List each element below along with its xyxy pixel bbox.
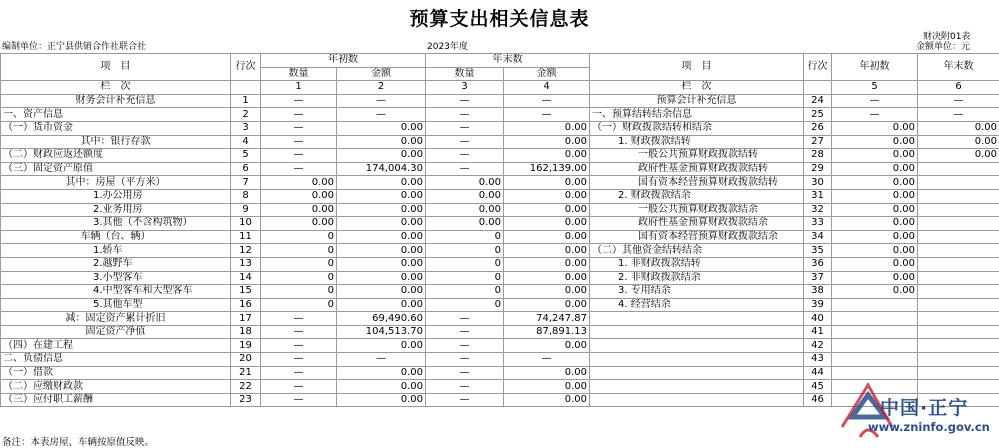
- begin-quantity: —: [261, 339, 337, 353]
- begin-amount: 0.00: [337, 285, 426, 299]
- left-item-name: 固定资产净值: [1, 325, 231, 339]
- begin-amount: 0.00: [337, 298, 426, 312]
- end-amount: 162,139.00: [504, 162, 590, 176]
- begin-quantity: —: [261, 162, 337, 176]
- budget-end-amount: [918, 203, 999, 217]
- budget-begin-amount: [832, 339, 918, 353]
- right-row-number: 45: [804, 380, 832, 394]
- budget-begin-amount: [832, 325, 918, 339]
- col-index-5: 5: [832, 81, 918, 95]
- right-row-number: 34: [804, 230, 832, 244]
- header-end: 年末数: [426, 54, 590, 68]
- table-row: [1, 135, 999, 149]
- header-seq-right: 行次: [804, 54, 832, 81]
- begin-amount: —: [337, 108, 426, 122]
- table-row: [1, 94, 999, 108]
- begin-amount: 104,513.70: [337, 325, 426, 339]
- table-row: [1, 257, 999, 271]
- begin-amount: 0.00: [337, 203, 426, 217]
- end-quantity: 0: [426, 257, 504, 271]
- right-row-number: 32: [804, 203, 832, 217]
- budget-end-amount: [918, 230, 999, 244]
- end-quantity: 0.00: [426, 203, 504, 217]
- budget-begin-amount: [832, 298, 918, 312]
- end-amount: 0.00: [504, 135, 590, 149]
- left-row-number: 6: [231, 162, 261, 176]
- left-row-number: 12: [231, 244, 261, 258]
- header-begin: 年初数: [261, 54, 426, 68]
- budget-begin-amount: 0.00: [832, 271, 918, 285]
- end-amount: 0.00: [504, 217, 590, 231]
- form-number: 财决附01表: [923, 32, 970, 43]
- left-row-number: 18: [231, 325, 261, 339]
- budget-end-amount: 0.00: [918, 149, 999, 163]
- begin-quantity: —: [261, 135, 337, 149]
- header-seq: 行次: [231, 54, 261, 81]
- begin-quantity: 0: [261, 230, 337, 244]
- header-begin-right: 年初数: [832, 54, 918, 81]
- begin-quantity: —: [261, 380, 337, 394]
- right-row-number: 39: [804, 298, 832, 312]
- table-row: [1, 298, 999, 312]
- table-row: [1, 325, 999, 339]
- begin-amount: —: [337, 94, 426, 108]
- budget-end-amount: [918, 189, 999, 203]
- right-item-name: 国有资本经营预算财政拨款结转: [590, 176, 804, 190]
- begin-amount: 0.00: [337, 176, 426, 190]
- end-amount: 0.00: [504, 149, 590, 163]
- right-row-number: 46: [804, 393, 832, 407]
- budget-begin-amount: 0.00: [832, 244, 918, 258]
- left-row-number: 20: [231, 353, 261, 367]
- end-amount: 0.00: [504, 257, 590, 271]
- col-index-1: 1: [261, 81, 337, 95]
- budget-begin-amount: 0.00: [832, 285, 918, 299]
- column-index-row: [1, 81, 999, 95]
- table-row: [1, 271, 999, 285]
- end-amount: 0.00: [504, 189, 590, 203]
- end-amount: —: [504, 108, 590, 122]
- right-row-number: 28: [804, 149, 832, 163]
- budget-end-amount: [918, 162, 999, 176]
- end-quantity: —: [426, 94, 504, 108]
- left-row-number: 15: [231, 285, 261, 299]
- left-item-name: （四）在建工程: [1, 339, 231, 353]
- end-quantity: —: [426, 353, 504, 367]
- left-row-number: 10: [231, 217, 261, 231]
- table-row: [1, 176, 999, 190]
- right-item-name: [590, 312, 804, 326]
- begin-amount: 0.00: [337, 257, 426, 271]
- left-item-name: 4.中型客车和大型客车: [1, 285, 231, 299]
- end-quantity: 0: [426, 230, 504, 244]
- left-row-number: 19: [231, 339, 261, 353]
- begin-quantity: —: [261, 312, 337, 326]
- end-quantity: 0.00: [426, 189, 504, 203]
- budget-end-amount: [918, 257, 999, 271]
- budget-end-amount: [918, 298, 999, 312]
- budget-end-amount: 0.00: [918, 135, 999, 149]
- right-row-number: 42: [804, 339, 832, 353]
- begin-quantity: —: [261, 393, 337, 407]
- right-row-number: 31: [804, 189, 832, 203]
- right-row-number: 27: [804, 135, 832, 149]
- budget-begin-amount: 0.00: [832, 189, 918, 203]
- left-row-number: 9: [231, 203, 261, 217]
- right-row-number: 26: [804, 121, 832, 135]
- left-item-name: 财务会计补充信息: [1, 94, 231, 108]
- begin-quantity: 0: [261, 298, 337, 312]
- budget-begin-amount: 0.00: [832, 162, 918, 176]
- begin-amount: 0.00: [337, 393, 426, 407]
- table-row: [1, 189, 999, 203]
- right-row-number: 44: [804, 366, 832, 380]
- budget-end-amount: —: [918, 108, 999, 122]
- header-begin-amt: 金额: [337, 67, 426, 81]
- end-amount: 0.00: [504, 176, 590, 190]
- left-item-name: 车辆（台、辆）: [1, 230, 231, 244]
- table-row: [1, 244, 999, 258]
- table-row: [1, 339, 999, 353]
- begin-quantity: 0: [261, 271, 337, 285]
- begin-quantity: —: [261, 325, 337, 339]
- left-item-name: （一）货币资金: [1, 121, 231, 135]
- left-item-name: （二）应缴财政款: [1, 380, 231, 394]
- left-item-name: 其中：银行存款: [1, 135, 231, 149]
- right-item-name: [590, 339, 804, 353]
- end-amount: 0.00: [504, 298, 590, 312]
- right-item-name: （二）其他资金结转结余: [590, 244, 804, 258]
- left-item-name: 二、负债信息: [1, 353, 231, 367]
- lanci-label-right: 栏 次: [590, 81, 804, 95]
- report-year: 2023年度: [427, 42, 468, 53]
- begin-quantity: —: [261, 108, 337, 122]
- budget-end-amount: [918, 312, 999, 326]
- col-index-3: 3: [426, 81, 504, 95]
- table-row: [1, 121, 999, 135]
- left-item-name: 5.其他车型: [1, 298, 231, 312]
- begin-amount: 0.00: [337, 230, 426, 244]
- begin-amount: 0.00: [337, 366, 426, 380]
- budget-begin-amount: —: [832, 108, 918, 122]
- left-item-name: （三）应付职工薪酬: [1, 393, 231, 407]
- right-item-name: 一般公共预算财政拨款结转: [590, 149, 804, 163]
- table-row: [1, 285, 999, 299]
- left-row-number: 17: [231, 312, 261, 326]
- left-item-name: （二）财政应返还额度: [1, 149, 231, 163]
- budget-end-amount: [918, 285, 999, 299]
- left-row-number: 5: [231, 149, 261, 163]
- budget-end-amount: [918, 339, 999, 353]
- header-begin-qty: 数量: [261, 67, 337, 81]
- budget-end-amount: —: [918, 94, 999, 108]
- left-row-number: 3: [231, 121, 261, 135]
- right-item-name: 2. 非财政拨款结余: [590, 271, 804, 285]
- right-item-name: 4. 经营结余: [590, 298, 804, 312]
- budget-begin-amount: 0.00: [832, 121, 918, 135]
- end-amount: 0.00: [504, 203, 590, 217]
- begin-quantity: 0.00: [261, 203, 337, 217]
- lanci-seq-right: [804, 81, 832, 95]
- begin-amount: 0.00: [337, 380, 426, 394]
- right-item-name: 国有资本经营预算财政拨款结余: [590, 230, 804, 244]
- right-item-name: [590, 380, 804, 394]
- end-amount: 0.00: [504, 230, 590, 244]
- end-amount: 0.00: [504, 339, 590, 353]
- report-title: 预算支出相关信息表: [0, 4, 999, 34]
- right-item-name: 3. 专用结余: [590, 285, 804, 299]
- budget-end-amount: 0.00: [918, 121, 999, 135]
- right-row-number: 29: [804, 162, 832, 176]
- begin-quantity: 0.00: [261, 189, 337, 203]
- begin-amount: 0.00: [337, 271, 426, 285]
- header-end-qty: 数量: [426, 67, 504, 81]
- end-quantity: —: [426, 325, 504, 339]
- end-amount: 74,247.87: [504, 312, 590, 326]
- end-quantity: 0.00: [426, 176, 504, 190]
- end-amount: —: [504, 353, 590, 367]
- col-index-4: 4: [504, 81, 590, 95]
- end-quantity: —: [426, 380, 504, 394]
- header-end-right: 年末数: [918, 54, 999, 81]
- left-row-number: 2: [231, 108, 261, 122]
- table-row: [1, 230, 999, 244]
- left-item-name: 3.小型客车: [1, 271, 231, 285]
- end-amount: —: [504, 94, 590, 108]
- end-quantity: —: [426, 312, 504, 326]
- table-row: [1, 162, 999, 176]
- left-row-number: 14: [231, 271, 261, 285]
- right-item-name: 1. 非财政拨款结转: [590, 257, 804, 271]
- begin-quantity: —: [261, 121, 337, 135]
- begin-amount: 0.00: [337, 244, 426, 258]
- right-item-name: 政府性基金预算财政拨款结余: [590, 217, 804, 231]
- budget-begin-amount: 0.00: [832, 149, 918, 163]
- left-row-number: 22: [231, 380, 261, 394]
- right-item-name: 1. 财政拨款结转: [590, 135, 804, 149]
- begin-quantity: —: [261, 366, 337, 380]
- end-amount: 0.00: [504, 380, 590, 394]
- end-amount: 0.00: [504, 244, 590, 258]
- begin-quantity: —: [261, 353, 337, 367]
- budget-begin-amount: 0.00: [832, 203, 918, 217]
- left-row-number: 16: [231, 298, 261, 312]
- end-quantity: 0.00: [426, 217, 504, 231]
- end-amount: 0.00: [504, 366, 590, 380]
- budget-begin-amount: 0.00: [832, 230, 918, 244]
- watermark-url: www.zninfo.gov.cn: [868, 420, 990, 434]
- end-quantity: —: [426, 162, 504, 176]
- budget-begin-amount: —: [832, 94, 918, 108]
- left-row-number: 23: [231, 393, 261, 407]
- left-item-name: 2.越野车: [1, 257, 231, 271]
- right-row-number: 38: [804, 285, 832, 299]
- end-quantity: —: [426, 108, 504, 122]
- header-end-amt: 金额: [504, 67, 590, 81]
- end-quantity: 0: [426, 298, 504, 312]
- left-item-name: 1.轿车: [1, 244, 231, 258]
- left-item-name: 减：固定资产累计折旧: [1, 312, 231, 326]
- begin-amount: 174,004.30: [337, 162, 426, 176]
- right-item-name: [590, 325, 804, 339]
- end-amount: 0.00: [504, 285, 590, 299]
- watermark-name: 中国·正宁: [880, 393, 968, 420]
- lanci-seq: [231, 81, 261, 95]
- right-row-number: 40: [804, 312, 832, 326]
- end-quantity: —: [426, 135, 504, 149]
- end-quantity: 0: [426, 244, 504, 258]
- lanci-label: 栏 次: [1, 81, 231, 95]
- right-row-number: 35: [804, 244, 832, 258]
- begin-amount: 0.00: [337, 217, 426, 231]
- left-row-number: 4: [231, 135, 261, 149]
- end-amount: 87,891.13: [504, 325, 590, 339]
- currency-unit: 金额单位：元: [916, 42, 970, 53]
- table-row: [1, 108, 999, 122]
- begin-quantity: 0.00: [261, 217, 337, 231]
- left-item-name: （一）借款: [1, 366, 231, 380]
- budget-end-amount: [918, 244, 999, 258]
- end-quantity: —: [426, 121, 504, 135]
- left-row-number: 7: [231, 176, 261, 190]
- end-amount: 0.00: [504, 271, 590, 285]
- end-quantity: —: [426, 393, 504, 407]
- end-quantity: —: [426, 366, 504, 380]
- right-item-name: 一、预算结转结余信息: [590, 108, 804, 122]
- left-item-name: 其中：房屋（平方米）: [1, 176, 231, 190]
- begin-quantity: 0: [261, 244, 337, 258]
- begin-amount: 0.00: [337, 135, 426, 149]
- header-item: 项 目: [1, 54, 231, 81]
- left-item-name: 2.业务用房: [1, 203, 231, 217]
- right-row-number: 36: [804, 257, 832, 271]
- left-row-number: 8: [231, 189, 261, 203]
- end-quantity: —: [426, 339, 504, 353]
- col-index-6: 6: [918, 81, 999, 95]
- left-row-number: 21: [231, 366, 261, 380]
- begin-amount: 0.00: [337, 121, 426, 135]
- begin-quantity: 0: [261, 257, 337, 271]
- budget-begin-amount: 0.00: [832, 217, 918, 231]
- begin-amount: 0.00: [337, 339, 426, 353]
- end-amount: 0.00: [504, 121, 590, 135]
- budget-begin-amount: 0.00: [832, 135, 918, 149]
- right-row-number: 41: [804, 325, 832, 339]
- right-row-number: 25: [804, 108, 832, 122]
- end-quantity: 0: [426, 271, 504, 285]
- budget-end-amount: [918, 217, 999, 231]
- left-item-name: 3.其他（不含构筑物）: [1, 217, 231, 231]
- left-item-name: 一、资产信息: [1, 108, 231, 122]
- left-row-number: 13: [231, 257, 261, 271]
- budget-end-amount: [918, 176, 999, 190]
- table-row: [1, 149, 999, 163]
- budget-begin-amount: 0.00: [832, 176, 918, 190]
- footnote: 备注：本表房屋、车辆按原值反映。: [2, 434, 154, 448]
- end-amount: 0.00: [504, 393, 590, 407]
- table-row: [1, 217, 999, 231]
- begin-amount: 69,490.60: [337, 312, 426, 326]
- budget-info-table: [0, 53, 999, 407]
- end-quantity: —: [426, 149, 504, 163]
- header-item-right: 项 目: [590, 54, 804, 81]
- right-item-name: （一）财政拨款结转和结余: [590, 121, 804, 135]
- right-item-name: 一般公共预算财政拨款结余: [590, 203, 804, 217]
- begin-amount: —: [337, 353, 426, 367]
- right-item-name: 2. 财政拨款结余: [590, 189, 804, 203]
- right-item-name: 预算会计补充信息: [590, 94, 804, 108]
- left-row-number: 1: [231, 94, 261, 108]
- table-row: [1, 203, 999, 217]
- right-row-number: 33: [804, 217, 832, 231]
- right-row-number: 43: [804, 353, 832, 367]
- begin-amount: 0.00: [337, 149, 426, 163]
- budget-begin-amount: [832, 312, 918, 326]
- left-row-number: 11: [231, 230, 261, 244]
- right-row-number: 24: [804, 94, 832, 108]
- right-item-name: [590, 353, 804, 367]
- begin-amount: 0.00: [337, 189, 426, 203]
- right-item-name: [590, 393, 804, 407]
- begin-quantity: 0.00: [261, 176, 337, 190]
- right-row-number: 30: [804, 176, 832, 190]
- col-index-2: 2: [337, 81, 426, 95]
- begin-quantity: —: [261, 149, 337, 163]
- budget-end-amount: [918, 325, 999, 339]
- begin-quantity: —: [261, 94, 337, 108]
- right-item-name: [590, 366, 804, 380]
- header-row-1: [1, 54, 999, 68]
- compiling-unit: 编制单位：正宁县供销合作社联合社: [2, 42, 146, 53]
- budget-end-amount: [918, 271, 999, 285]
- end-quantity: 0: [426, 285, 504, 299]
- left-item-name: （三）固定资产原值: [1, 162, 231, 176]
- right-row-number: 37: [804, 271, 832, 285]
- left-item-name: 1.办公用房: [1, 189, 231, 203]
- right-item-name: 政府性基金预算财政拨款结转: [590, 162, 804, 176]
- begin-quantity: 0: [261, 285, 337, 299]
- budget-begin-amount: 0.00: [832, 257, 918, 271]
- table-row: [1, 312, 999, 326]
